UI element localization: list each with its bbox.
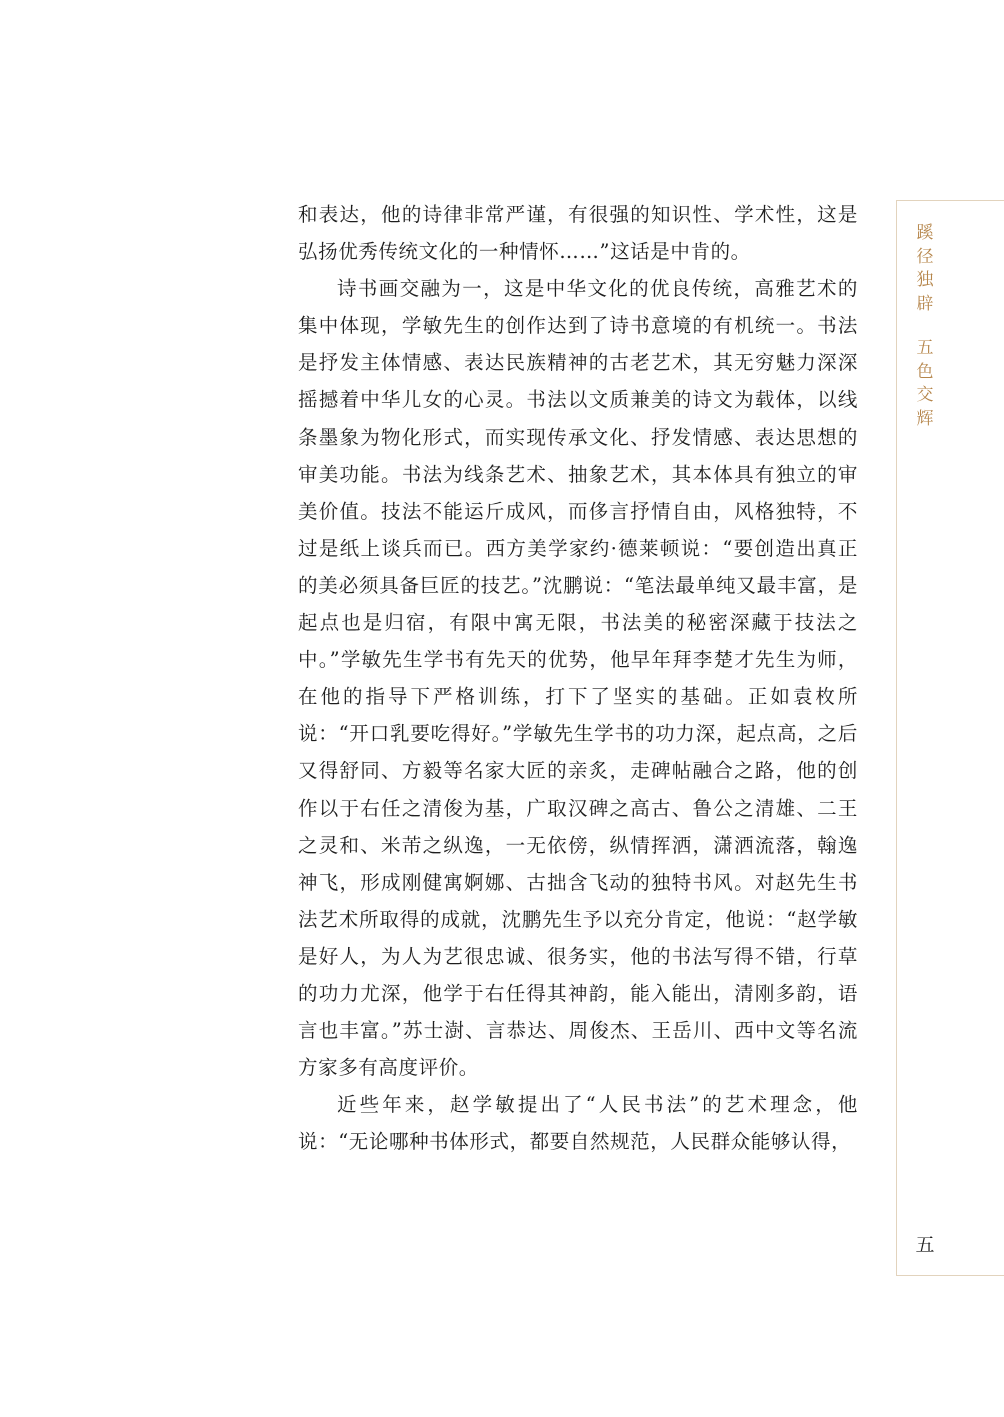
- running-title-part1: 蹊径独辟: [916, 223, 934, 314]
- running-title: [912, 222, 938, 431]
- body-text: [298, 196, 858, 1160]
- paragraph-1: 和表达，他的诗律非常严谨，有很强的知识性、学术性，这是弘扬优秀传统文化的一种情怀……”这话是中肯的。: [298, 203, 858, 264]
- page-number: 五: [915, 1234, 935, 1256]
- running-title-gap: [912, 316, 938, 337]
- paragraph-3: 近些年来，赵学敏提出了“人民书法”的艺术理念，他说：“无论哪种书体形式，都要自然规范，人民群众能够认得，: [298, 1093, 858, 1154]
- running-title-part2: 五色交辉: [916, 338, 934, 429]
- paragraph-2: 诗书画交融为一，这是中华文化的优良传统，高雅艺术的集中体现，学敏先生的创作达到了诗书意境的有机统一。书法是抒发主体情感、表达民族精神的古老艺术，其无穷魅力深深摇撼着中华儿女的心灵。书法以文质兼美的诗文为载体，以线条墨象为物化形式，而实现传承文化、抒发情感、表达思想的审美功能。书法为线条艺术、抽象艺术，其本体具有独立的审美价值。技法不能运斤成风，而侈言抒情自由，风格独特，不过是纸上谈兵而已。西方美学家约·德莱顿说：“要创造出真正的美必须具备巨匠的技艺。”沈鹏说：“笔法最单纯又最丰富，是起点也是归宿，有限中寓无限，书法美的秘密深藏于技法之中。”学敏先生学书有先天的优势，他早年拜李楚才先生为师，在他的指导下严格训练，打下了坚实的基础。正如袁枚所说：“开口乳要吃得好。”学敏先生学书的功力深，起点高，之后又得舒同、方毅等名家大匠的亲炙，走碑帖融合之路，他的创作以于右任之清俊为基，广取汉碑之高古、鲁公之清雄、二王之灵和、米芾之纵逸，一无依傍，纵情挥洒，潇洒流落，翰逸神飞，形成刚健寓婀娜、古拙含飞动的独特书风。对赵先生书法艺术所取得的成就，沈鹏先生予以充分肯定，他说：“赵学敏是好人，为人为艺很忠诚、很务实，他的书法写得不错，行草的功力尤深，他学于右任得其神韵，能入能出，清刚多韵，语言也丰富。”苏士澍、言恭达、周俊杰、王岳川、西中文等名流方家多有高度评价。: [298, 277, 858, 1080]
